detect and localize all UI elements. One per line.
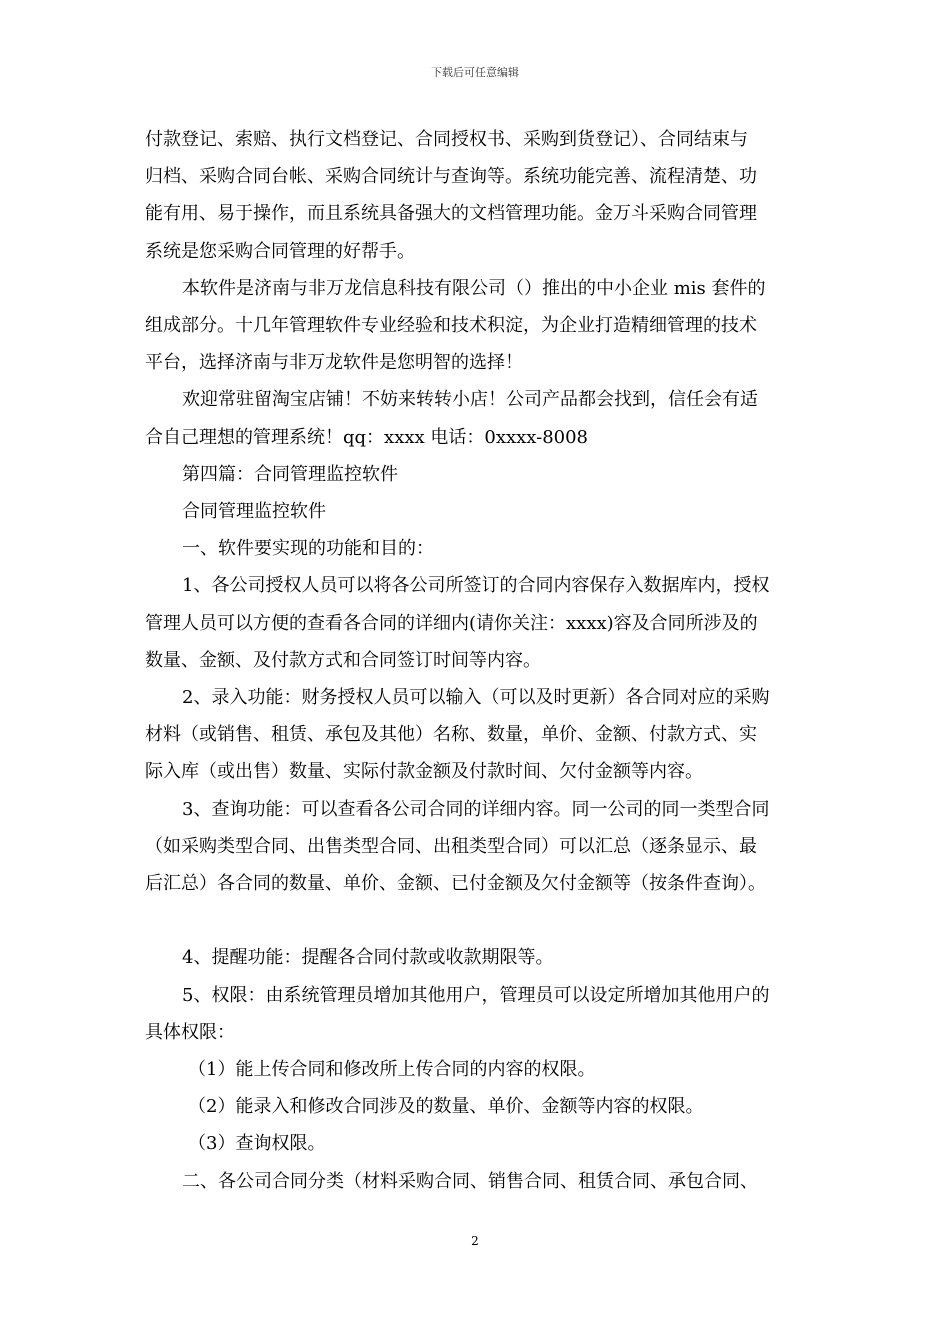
paragraph-line: 管理人员可以方便的查看各合同的详细内(请你关注：xxxx)容及合同所涉及的: [145, 612, 758, 634]
paragraph-line: 2、录入功能：财务授权人员可以输入（可以及时更新）各合同对应的采购: [182, 687, 770, 709]
paragraph-line: 归档、采购合同台帐、采购合同统计与查询等。系统功能完善、流程清楚、功: [145, 166, 757, 188]
list-item: （2）能录入和修改合同涉及的数量、单价、金额等内容的权限。: [188, 1096, 704, 1118]
page-header: 下载后可任意编辑: [431, 66, 519, 79]
paragraph-line: 能有用、易于操作，而且系统具备强大的文档管理功能。金万斗采购合同管理: [145, 203, 757, 225]
paragraph-line: （如采购类型合同、出售类型合同、出租类型合同）可以汇总（逐条显示、最: [145, 835, 757, 857]
paragraph-line: 际入库（或出售）数量、实际付款金额及付款时间、欠付金额等内容。: [145, 761, 703, 783]
paragraph-line: 系统是您采购合同管理的好帮手。: [145, 240, 415, 262]
paragraph-line: 4、提醒功能：提醒各合同付款或收款期限等。: [182, 947, 554, 969]
paragraph-line: 本软件是济南与非万龙信息科技有限公司（）推出的中小企业 mis 套件的: [182, 277, 766, 299]
paragraph-line: 平台，选择济南与非万龙软件是您明智的选择！: [145, 352, 523, 374]
paragraph-line: 组成部分。十几年管理软件专业经验和技术积淀，为企业打造精细管理的技术: [145, 315, 757, 337]
subsection-heading: 一、软件要实现的功能和目的：: [182, 538, 434, 560]
paragraph-line: 数量、金额、及付款方式和合同签订时间等内容。: [145, 649, 541, 671]
section-heading: 第四篇：合同管理监控软件: [182, 463, 398, 485]
paragraph-line: 5、权限：由系统管理员增加其他用户，管理员可以设定所增加其他用户的: [182, 984, 770, 1006]
document-body: [145, 121, 810, 1200]
blank-line: [145, 902, 810, 939]
paragraph-line: 合自己理想的管理系统！qq：xxxx 电话：0xxxx-8008: [145, 426, 589, 448]
paragraph-line: 3、查询功能：可以查看各公司合同的详细内容。同一公司的同一类型合同: [182, 798, 770, 820]
page-number: 2: [471, 1234, 479, 1248]
list-item: （1）能上传合同和修改所上传合同的内容的权限。: [188, 1059, 596, 1081]
section-title: 合同管理监控软件: [182, 501, 326, 523]
subsection-heading: 二、各公司合同分类（材料采购合同、销售合同、租赁合同、承包合同、: [182, 1170, 758, 1192]
paragraph-line: 1、各公司授权人员可以将各公司所签订的合同内容保存入数据库内，授权: [182, 575, 770, 597]
paragraph-line: 后汇总）各合同的数量、单价、金额、已付金额及欠付金额等（按条件查询）。: [145, 873, 766, 895]
paragraph-line: 具体权限：: [145, 1021, 235, 1043]
paragraph-line: 材料（或销售、租赁、承包及其他）名称、数量，单价、金额、付款方式、实: [145, 724, 757, 746]
paragraph-line: 欢迎常驻留淘宝店铺！不妨来转转小店！公司产品都会找到，信任会有适: [182, 389, 758, 411]
list-item: （3）查询权限。: [188, 1133, 326, 1155]
paragraph-line: 付款登记、索赔、执行文档登记、合同授权书、采购到货登记）、合同结束与: [145, 129, 748, 150]
